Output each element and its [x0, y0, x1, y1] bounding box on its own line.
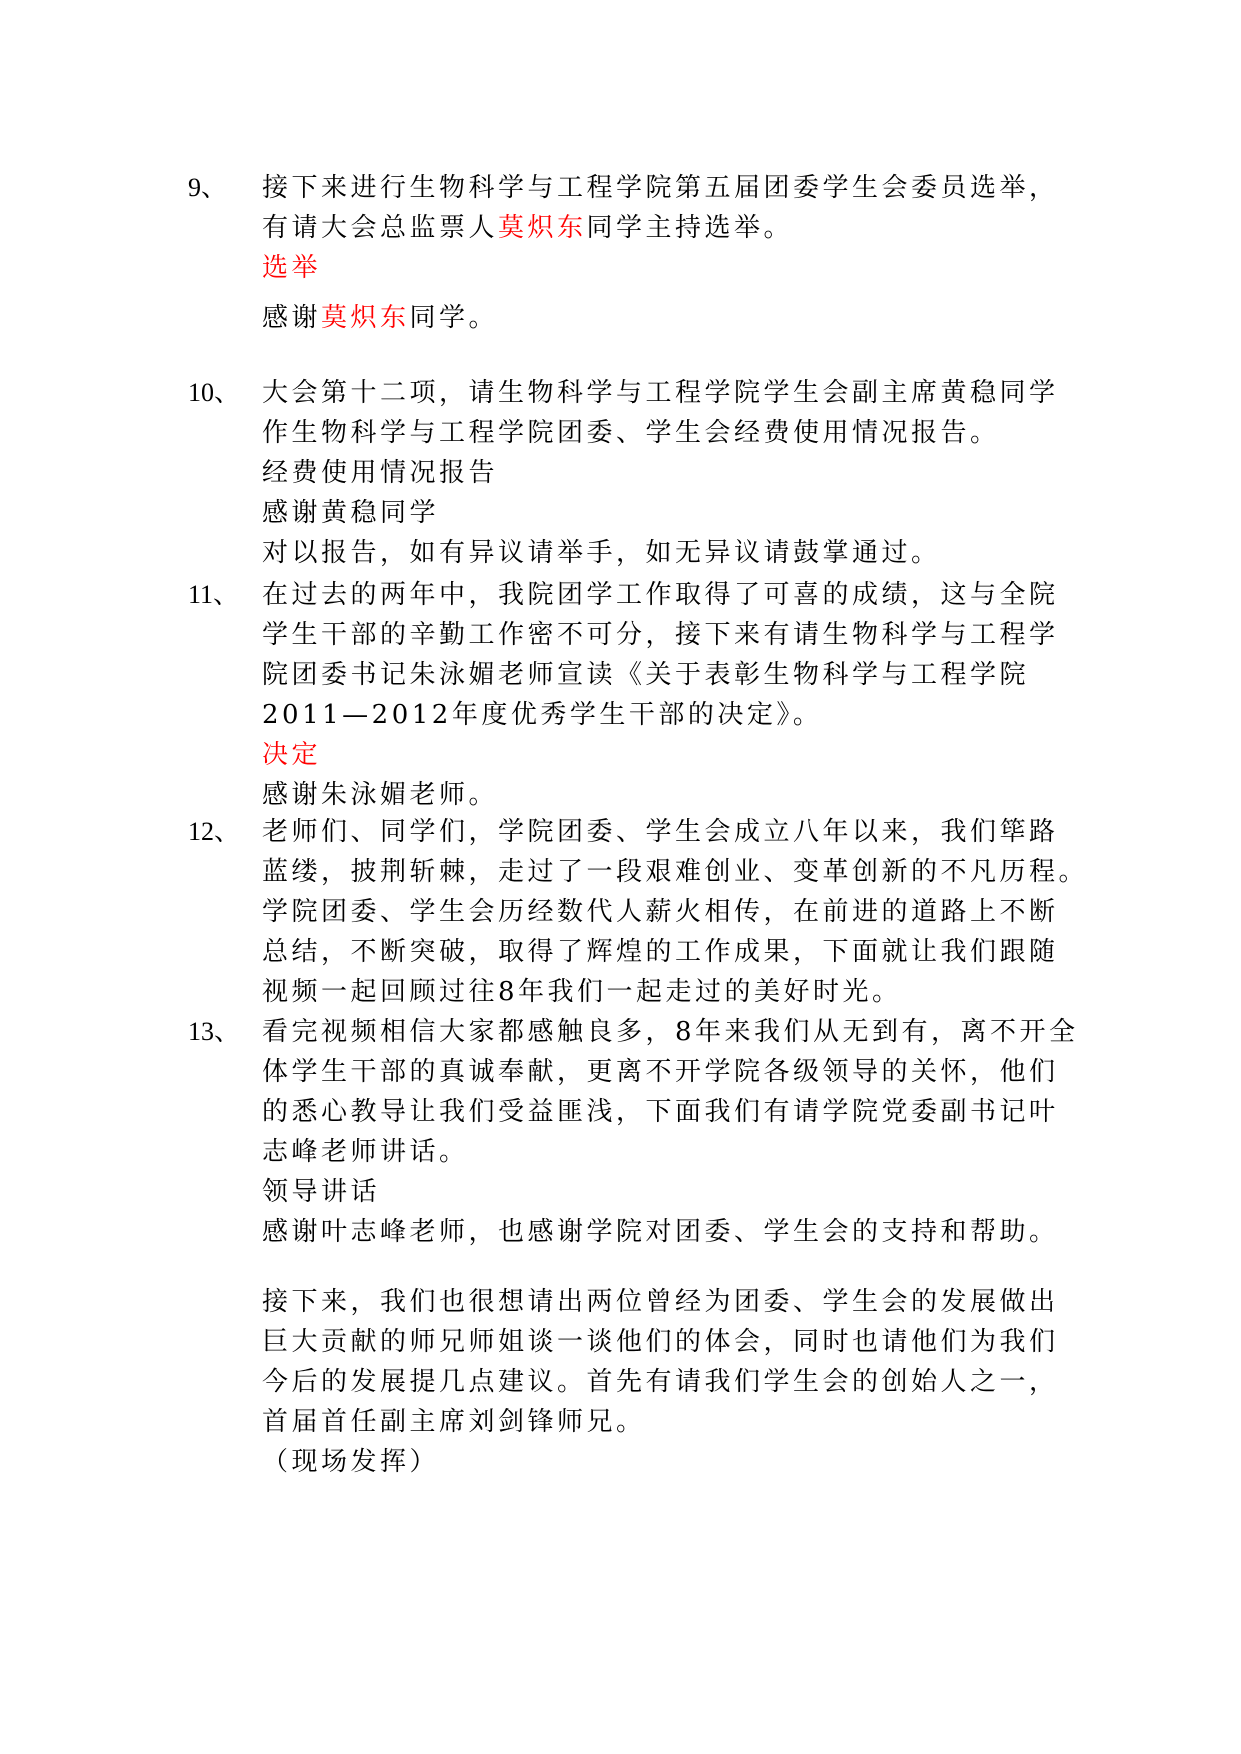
text-line — [262, 892, 1059, 932]
text-segment: 在过去的两年中，我院团学工作取得了可喜的成绩，这与全院 — [262, 580, 1059, 610]
text-line — [262, 1402, 646, 1442]
text-segment: 总结，不断突破，取得了辉煌的工作成果，下面就让我们跟随 — [262, 937, 1059, 967]
text-segment: 看完视频相信大家都感触良多，8年来我们从无到有，离不开全 — [262, 1017, 1079, 1047]
text-line — [262, 615, 1059, 655]
highlighted-text: 莫炽东 — [498, 213, 587, 243]
text-line — [262, 735, 321, 775]
text-line — [262, 533, 941, 573]
text-segment: 的悉心教导让我们受益匪浅，下面我们有请学院党委副书记叶 — [262, 1097, 1059, 1127]
text-line — [262, 1362, 1059, 1402]
text-line — [262, 1052, 1059, 1092]
highlighted-text: 莫炽东 — [321, 303, 410, 333]
highlighted-text: 选举 — [262, 253, 322, 283]
text-line — [262, 168, 1059, 208]
text-line — [262, 575, 1059, 615]
text-segment: 志峰老师讲话。 — [262, 1137, 469, 1167]
text-segment: 感谢朱泳媚老师。 — [262, 780, 499, 810]
item-number: 9、 — [188, 173, 228, 202]
text-segment: 同学主持选举。 — [586, 213, 794, 243]
text-line — [262, 775, 498, 815]
item-number: 12、 — [188, 817, 241, 846]
text-segment: 有请大会总监票人 — [262, 213, 499, 243]
text-line — [262, 932, 1059, 972]
text-line — [262, 1322, 1059, 1362]
text-line — [262, 1012, 1079, 1052]
text-segment: 院团委书记朱泳媚老师宣读《关于表彰生物科学与工程学院 — [262, 660, 1030, 690]
text-segment: 感谢 — [262, 303, 322, 333]
text-line — [262, 1172, 380, 1212]
highlighted-text: 决定 — [262, 740, 322, 770]
text-line — [262, 248, 321, 288]
text-segment: 接下来进行生物科学与工程学院第五届团委学生会委员选举， — [262, 173, 1059, 203]
text-line — [262, 852, 1088, 892]
text-line — [262, 298, 498, 338]
text-segment: 对以报告，如有异议请举手，如无异议请鼓掌通过。 — [262, 538, 941, 568]
text-segment: 接下来，我们也很想请出两位曾经为团委、学生会的发展做出 — [262, 1287, 1059, 1317]
text-segment: 同学。 — [409, 303, 499, 333]
text-line — [262, 453, 498, 493]
text-segment: 老师们、同学们，学院团委、学生会成立八年以来，我们筚路 — [262, 817, 1059, 847]
text-segment: 领导讲话 — [262, 1177, 381, 1207]
text-segment: 经费使用情况报告 — [262, 458, 499, 488]
text-line — [262, 972, 902, 1012]
text-segment: 视频一起回顾过往8年我们一起走过的美好时光。 — [262, 977, 902, 1007]
text-segment: （现场发挥） — [262, 1447, 440, 1477]
text-line — [262, 493, 439, 533]
text-line — [262, 655, 1029, 695]
text-segment: 作生物科学与工程学院团委、学生会经费使用情况报告。 — [262, 418, 1000, 448]
text-line — [262, 373, 1059, 413]
text-segment: 今后的发展提几点建议。首先有请我们学生会的创始人之一， — [262, 1367, 1059, 1397]
text-segment: 感谢黄稳同学 — [262, 498, 440, 528]
text-segment: 巨大贡献的师兄师姐谈一谈他们的体会，同时也请他们为我们 — [262, 1327, 1059, 1357]
text-segment: 2011—2012年度优秀学生干部的决定》。 — [262, 700, 823, 730]
text-line — [262, 1212, 1059, 1252]
text-line — [262, 1092, 1059, 1132]
item-number: 13、 — [188, 1017, 241, 1046]
text-segment: 体学生干部的真诚奉献，更离不开学院各级领导的关怀，他们 — [262, 1057, 1059, 1087]
text-line — [262, 695, 822, 735]
text-line — [262, 1442, 439, 1482]
item-number: 11、 — [188, 580, 240, 609]
text-line — [262, 413, 1000, 453]
text-line — [262, 1132, 469, 1172]
text-line — [262, 208, 793, 248]
text-segment: 感谢叶志峰老师，也感谢学院对团委、学生会的支持和帮助。 — [262, 1217, 1059, 1247]
item-number: 10、 — [188, 378, 241, 407]
text-line — [262, 812, 1059, 852]
text-segment: 首届首任副主席刘剑锋师兄。 — [262, 1407, 646, 1437]
text-segment: 学生干部的辛勤工作密不可分，接下来有请生物科学与工程学 — [262, 620, 1059, 650]
text-segment: 蓝缕，披荆斩棘，走过了一段艰难创业、变革创新的不凡历程。 — [262, 857, 1089, 887]
text-segment: 大会第十二项，请生物科学与工程学院学生会副主席黄稳同学 — [262, 378, 1059, 408]
text-line — [262, 1282, 1059, 1322]
text-segment: 学院团委、学生会历经数代人薪火相传，在前进的道路上不断 — [262, 897, 1059, 927]
